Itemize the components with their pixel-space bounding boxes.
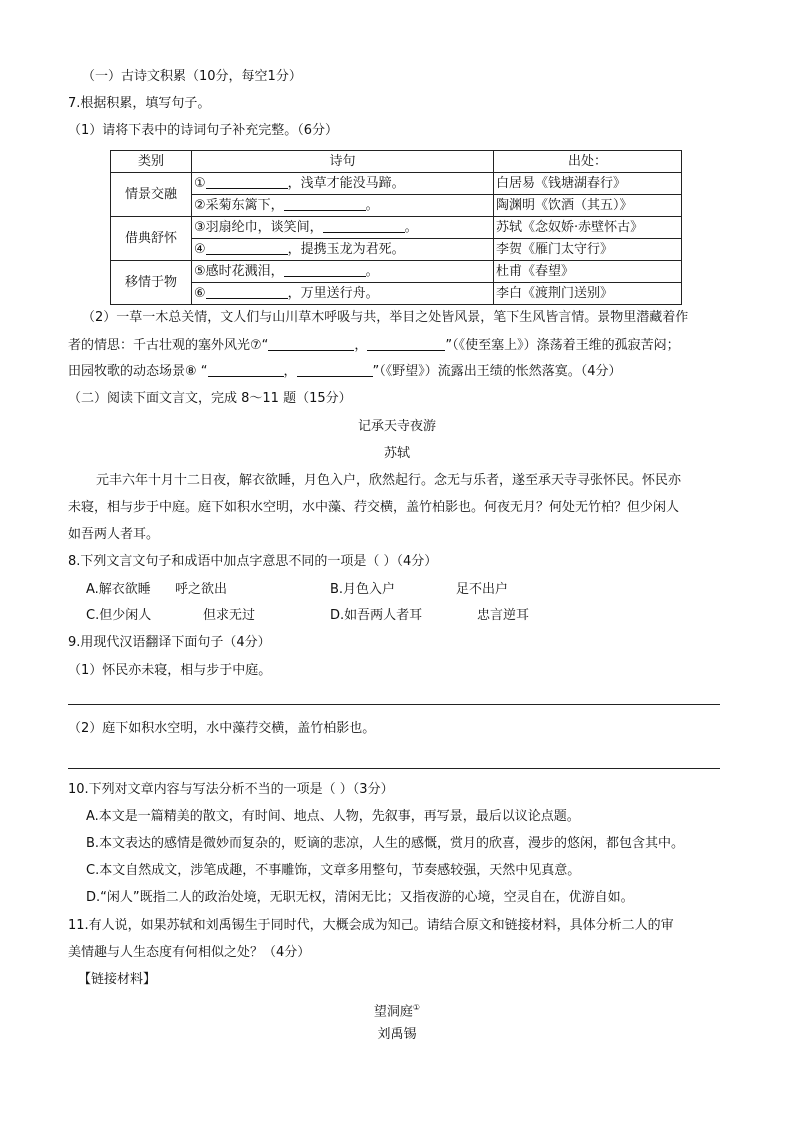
passage-title: 记承天寺夜游 — [357, 419, 436, 434]
poem-table — [110, 150, 682, 305]
section2-title: （二）阅读下面文言文，完成 8～11 题（15分） — [68, 391, 352, 406]
q8-option-b[interactable]: B.月色入户 — [330, 582, 396, 597]
answer-blank[interactable] — [268, 336, 354, 351]
verse-cell — [192, 173, 494, 195]
answer-blank[interactable] — [297, 362, 373, 377]
answer-blank[interactable] — [206, 174, 288, 189]
q8-idiom-b: 足不出户 — [456, 582, 509, 597]
verse-post: ，浅草才能没马蹄。 — [287, 175, 405, 191]
category-cell: 移情于物 — [111, 261, 192, 305]
q10-option-b[interactable]: B.本文表达的感情是微妙而复杂的，贬谪的悲凉，人生的感慨，赏月的欣喜，漫步的悠闲，都包含其中。 — [86, 836, 685, 851]
q7-2-text: 田园牧歌的动态场景⑧ “ — [68, 364, 208, 379]
category-cell: 借典舒怀 — [111, 217, 192, 261]
table-row — [111, 261, 682, 283]
verse-cell — [192, 217, 494, 239]
q7-1-title: （1）请将下表中的诗词句子补充完整。（6分） — [68, 123, 339, 138]
verse-pre: ① — [194, 175, 206, 191]
source-cell: 陶渊明《饮酒（其五）》 — [494, 195, 682, 217]
q8-idiom-a: 呼之欲出 — [175, 582, 228, 597]
verse-cell — [192, 261, 494, 283]
q8-title: 8.下列文言文句子和成语中加点字意思不同的一项是（ ）（4分） — [68, 554, 438, 569]
answer-blank[interactable] — [206, 284, 288, 299]
q11-line1: 11.有人说，如果苏轼和刘禹锡生于同时代，大概会成为知己。请结合原文和链接材料，具体分析二人的审 — [68, 918, 674, 933]
q8-option-c[interactable]: C.但少闲人 — [86, 608, 152, 623]
link-title-text: 望洞庭 — [373, 1004, 413, 1020]
verse-post: 。 — [404, 219, 418, 235]
table-header-row — [111, 151, 682, 173]
q8-option-d[interactable]: D.如吾两人者耳 — [330, 608, 423, 623]
table-row — [111, 217, 682, 239]
verse-post: 。 — [365, 197, 379, 213]
q7-2-comma: ， — [354, 338, 368, 353]
q7-2-text: ”（《使至塞上》）涤荡着王维的孤寂苦闷； — [445, 338, 680, 353]
q7-2-line3 — [68, 362, 622, 382]
verse-pre: ⑥ — [194, 285, 206, 301]
q10-option-d[interactable]: D.“闲人”既指二人的政治处境，无职无权，清闲无比；又指夜游的心境，空灵自在，优游自如。 — [86, 890, 634, 905]
passage-author: 苏轼 — [383, 446, 410, 461]
footnote-marker: ① — [412, 1003, 421, 1012]
verse-post: 。 — [365, 263, 379, 279]
verse-cell — [192, 283, 494, 305]
answer-line[interactable] — [68, 704, 720, 705]
q7-title: 7.根据积累，填写句子。 — [68, 96, 211, 111]
answer-blank[interactable] — [284, 196, 366, 211]
passage-line: 元丰六年十月十二日夜，解衣欲睡，月色入户，欣然起行。念无与乐者，遂至承天寺寻张怀民。怀民亦 — [96, 473, 682, 488]
source-cell: 李白《渡荆门送别》 — [494, 283, 682, 305]
verse-pre: ③羽扇纶巾，谈笑间， — [194, 219, 323, 235]
link-author: 刘禹锡 — [377, 1027, 417, 1042]
q9-sentence-2: （2）庭下如积水空明，水中藻荇交横，盖竹柏影也。 — [68, 721, 376, 736]
answer-blank[interactable] — [367, 336, 445, 351]
header-source: 出处： — [494, 151, 682, 173]
q7-2-comma: ， — [283, 364, 297, 379]
verse-cell — [192, 239, 494, 261]
passage-line: 未寝，相与步于中庭。庭下如积水空明，水中藻、荇交横，盖竹柏影也。何夜无月？何处无竹柏？但少闲人 — [68, 500, 680, 515]
q8-idiom-c: 但求无过 — [203, 608, 256, 623]
q10-option-a[interactable]: A.本文是一篇精美的散文，有时间、地点、人物，先叙事，再写景，最后以议论点题。 — [86, 809, 580, 824]
section1-title: （一）古诗文积累（10分，每空1分） — [82, 69, 302, 84]
verse-pre: ④ — [194, 241, 206, 257]
answer-blank[interactable] — [323, 218, 405, 233]
answer-line[interactable] — [68, 768, 720, 769]
table-row — [111, 173, 682, 195]
answer-blank[interactable] — [206, 240, 288, 255]
link-title — [0, 998, 794, 1022]
verse-cell — [192, 195, 494, 217]
verse-post: ，提携玉龙为君死。 — [287, 241, 405, 257]
source-cell: 李贺《雁门太守行》 — [494, 239, 682, 261]
q9-title: 9.用现代汉语翻译下面句子（4分） — [68, 635, 271, 650]
header-category: 类别 — [111, 151, 192, 173]
q7-2-text: ”（《野望》）流露出王绩的怅然落寞。（4分） — [372, 364, 622, 379]
table-row — [111, 195, 682, 217]
q7-2-line1: （2）一草一木总关情，文人们与山川草木呼吸与共，举目之处皆风景，笔下生风皆言情。景物里潜藏着作 — [82, 310, 689, 325]
q7-2-line2 — [68, 336, 680, 356]
source-cell: 杜甫《春望》 — [494, 261, 682, 283]
source-cell: 白居易《钱塘湖春行》 — [494, 173, 682, 195]
q11-line2: 美情趣与人生态度有何相似之处？（4分） — [68, 945, 311, 960]
category-cell: 情景交融 — [111, 173, 192, 217]
q8-option-a[interactable]: A.解衣欲睡 — [86, 582, 151, 597]
answer-blank[interactable] — [208, 362, 284, 377]
q7-2-text: 者的情思：千古壮观的塞外风光⑦“ — [68, 338, 269, 353]
link-label: 【链接材料】 — [78, 972, 157, 987]
header-verse: 诗句 — [192, 151, 494, 173]
q8-idiom-d: 忠言逆耳 — [477, 608, 530, 623]
source-cell: 苏轼《念奴娇·赤壁怀古》 — [494, 217, 682, 239]
table-row — [111, 283, 682, 305]
verse-pre: ⑤感时花溅泪， — [194, 263, 284, 279]
passage-line: 如吾两人者耳。 — [68, 527, 160, 542]
q9-sentence-1: （1）怀民亦未寝，相与步于中庭。 — [68, 663, 272, 678]
answer-blank[interactable] — [284, 262, 366, 277]
table-row — [111, 239, 682, 261]
verse-post: ，万里送行舟。 — [287, 285, 379, 301]
verse-pre: ②采菊东篱下， — [194, 197, 284, 213]
q10-title: 10.下列对文章内容与写法分析不当的一项是（ ）（3分） — [68, 782, 394, 797]
q10-option-c[interactable]: C.本文自然成文，涉笔成趣，不事雕饰，文章多用整句，节奏感较强，天然中见真意。 — [86, 863, 581, 878]
